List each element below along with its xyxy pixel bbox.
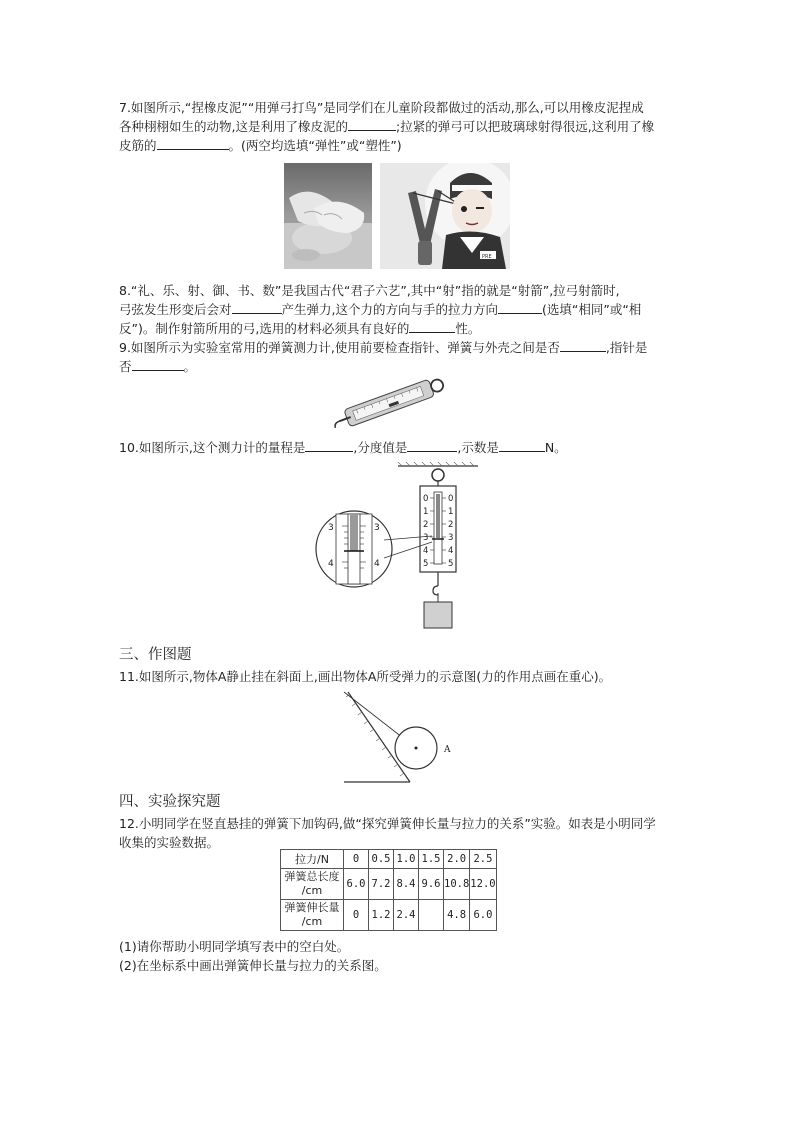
spring-scale-figure: [332, 372, 452, 432]
scale-right-5: 5: [448, 559, 454, 569]
hanging-scale-figure: [312, 462, 492, 632]
q9-line-1: [119, 338, 679, 357]
table-blank-cell[interactable]: [419, 900, 444, 931]
table-cell: 2.4: [394, 900, 419, 931]
q9-blank-2[interactable]: [132, 357, 184, 371]
q8-text-2c: (选填“相同”或“相: [542, 302, 642, 317]
scale-right-0: 0: [448, 494, 454, 504]
q12-text-2: 收集的实验数据。: [119, 835, 220, 850]
q8-text-2b: 产生弹力,这个力的方向与手的拉力方向: [281, 302, 498, 317]
table-cell: 1.5: [419, 850, 444, 869]
row-header-extension: [281, 900, 344, 931]
q12-sub-2: [119, 956, 679, 975]
slingshot-photo: [380, 163, 510, 269]
q9-text-1b: ,指针是: [605, 340, 648, 355]
slingshot-badge-text: PRE: [482, 254, 492, 260]
object-a-label: A: [444, 745, 451, 755]
q10-blank-2[interactable]: [407, 438, 457, 452]
q12-sub-1-text: (1)请你帮助小明同学填写表中的空白处。: [119, 939, 350, 954]
q11-text: 11.如图所示,物体A静止挂在斜面上,画出物体A所受弹力的示意图(力的作用点画在重心)。: [119, 669, 612, 684]
q7-line-2: [119, 117, 679, 136]
q8-text-3b: 性。: [455, 321, 481, 336]
scale-right-1: 1: [448, 507, 454, 517]
row-header-force-text: 拉力/N: [295, 853, 329, 866]
q12-sub-2-text: (2)在坐标系中画出弹簧伸长量与拉力的关系图。: [119, 958, 387, 973]
q8-blank-2[interactable]: [498, 300, 542, 314]
section-4-title-text: 四、实验探究题: [119, 794, 221, 810]
q8-line-3: [119, 319, 679, 338]
table-cell: 6.0: [470, 900, 496, 931]
q10-blank-1[interactable]: [305, 438, 353, 452]
row-header-total-length-line2: /cm: [301, 884, 323, 897]
q7-text-1: 7.如图所示,“捏橡皮泥”“用弹弓打鸟”是同学们在儿童阶段都做过的活动,那么,可以用橡皮泥捏成: [119, 100, 644, 115]
q8-text-2a: 弓弦发生形变后会对: [119, 302, 232, 317]
q7-line-3: [119, 136, 679, 155]
q10-blank-3[interactable]: [499, 438, 545, 452]
q7-blank-1[interactable]: [348, 117, 396, 131]
table-cell: 6.0: [344, 869, 369, 900]
table-cell: 1.2: [369, 900, 394, 931]
row-header-total-length: [281, 869, 344, 900]
mag-label-3-left: 3: [328, 523, 334, 533]
table-cell: 9.6: [419, 869, 444, 900]
q8-blank-1[interactable]: [232, 300, 282, 314]
q8-text-3a: 反”)。制作射箭所用的弓,选用的材料必须具有良好的: [119, 321, 410, 336]
scale-left-0: 0: [423, 494, 429, 504]
q7-blank-2[interactable]: [157, 136, 229, 150]
scale-left-4: 4: [423, 546, 429, 556]
q10-text-1a: 10.如图所示,这个测力计的量程是: [119, 440, 306, 455]
q10-line-1: [119, 438, 679, 457]
q12-line-1: [119, 814, 679, 833]
table-cell: 2.0: [444, 850, 470, 869]
row-header-total-length-line1: 弹簧总长度: [284, 870, 340, 883]
table-cell: 2.5: [470, 850, 496, 869]
row-header-force: [281, 850, 344, 869]
table-cell: 4.8: [444, 900, 470, 931]
q12-sub-1: [119, 937, 679, 956]
table-cell: 10.8: [444, 869, 470, 900]
scale-left-3: 3: [423, 533, 429, 543]
q11-line: [119, 667, 679, 686]
scale-right-2: 2: [448, 520, 454, 530]
q8-line-2: [119, 300, 679, 319]
q10-text-1b: ,分度值是: [353, 440, 408, 455]
table-cell: 12.0: [470, 869, 496, 900]
row-header-extension-line1: 弹簧伸长量: [284, 901, 340, 914]
table-cell: 8.4: [394, 869, 419, 900]
table-cell: 0: [344, 900, 369, 931]
clay-photo: [284, 163, 372, 269]
q9-blank-1[interactable]: [560, 338, 606, 352]
section-4-title: [119, 793, 679, 812]
table-row: [281, 869, 497, 900]
q10-text-1d: N。: [544, 440, 567, 455]
q7-line-1: [119, 98, 679, 117]
table-cell: 0.5: [369, 850, 394, 869]
q10-text-1c: ,示数是: [457, 440, 499, 455]
q7-text-2b: ;拉紧的弹弓可以把玻璃球射得很远,这利用了橡: [395, 119, 655, 134]
scale-left-1: 1: [423, 507, 429, 517]
q9-text-2b: 。: [183, 359, 197, 374]
scale-right-3: 3: [448, 533, 454, 543]
table-row: [281, 900, 497, 931]
scale-left-5: 5: [423, 559, 429, 569]
q7-text-3a: 皮筋的: [119, 138, 157, 153]
q8-line-1: [119, 281, 679, 300]
data-table-wrapper: [280, 849, 497, 931]
q9-text-2a: 否: [119, 359, 132, 374]
mag-label-4-left: 4: [328, 559, 334, 569]
mag-label-4-right: 4: [374, 559, 380, 569]
section-3-title: [119, 646, 679, 665]
table-cell: 7.2: [369, 869, 394, 900]
q9-text-1a: 9.如图所示为实验室常用的弹簧测力计,使用前要检查指针、弹簧与外壳之间是否: [119, 340, 560, 355]
mag-label-3-right: 3: [374, 523, 380, 533]
table-cell: 1.0: [394, 850, 419, 869]
scale-right-4: 4: [448, 546, 454, 556]
q12-text-1: 12.小明同学在竖直悬挂的弹簧下加钩码,做“探究弹簧伸长量与拉力的关系”实验。如表是小明同学: [119, 816, 656, 831]
table-cell: 0: [344, 850, 369, 869]
table-row: [281, 850, 497, 869]
section-3-title-text: 三、作图题: [119, 647, 192, 663]
q8-blank-3[interactable]: [409, 319, 455, 333]
scale-left-2: 2: [423, 520, 429, 530]
q8-text-1: 8.“礼、乐、射、御、书、数”是我国古代“君子六艺”,其中“射”指的就是“射箭”,拉弓射箭时,: [119, 283, 620, 298]
q7-text-2a: 各种栩栩如生的动物,这是利用了橡皮泥的: [119, 119, 348, 134]
row-header-extension-line2: /cm: [301, 915, 323, 928]
incline-figure: [330, 688, 470, 788]
q7-text-3b: 。(两空均选填“弹性”或“塑性”): [228, 138, 402, 153]
data-table: [280, 849, 497, 931]
